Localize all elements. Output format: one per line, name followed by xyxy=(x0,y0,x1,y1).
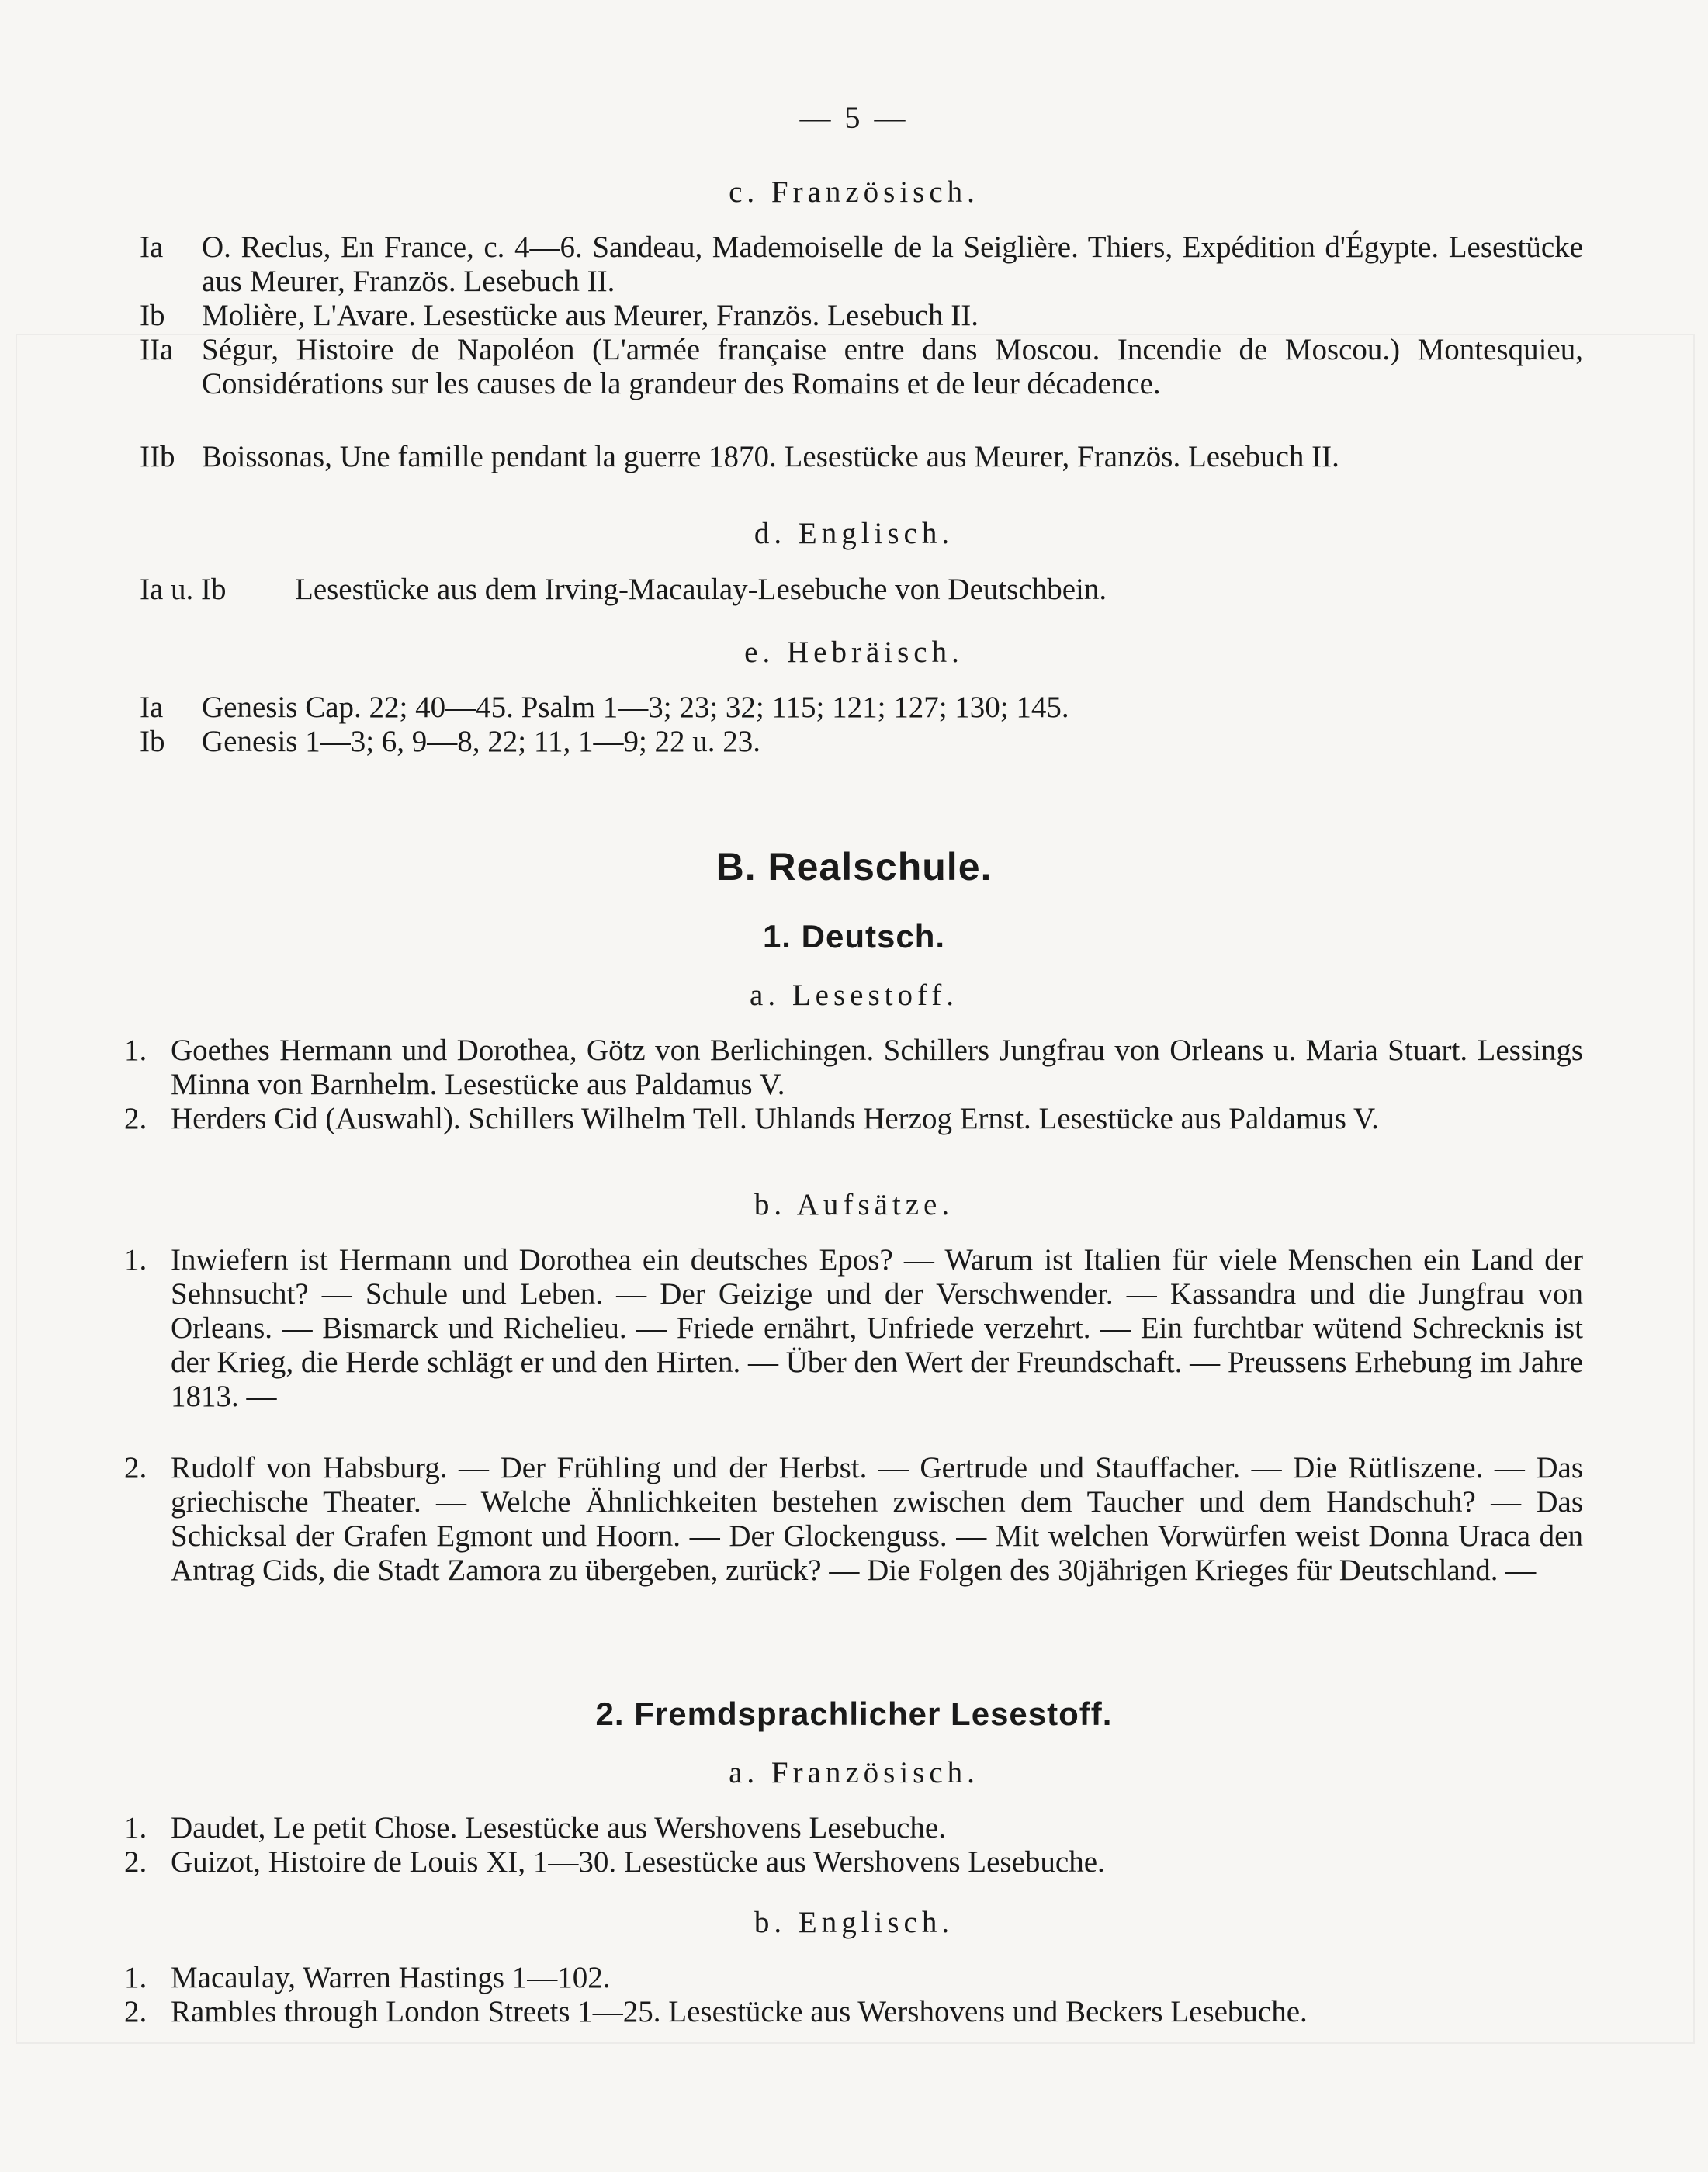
entry-text: Lesestücke aus dem Irving-Macaulay-Lesebuche von Deutschbein. xyxy=(295,573,1107,606)
entry-text: O. Reclus, En France, c. 4—6. Sandeau, Mademoiselle de la Seiglière. Thiers, Expédition d'Égypte. Lesestücke aus Meurer, Französ. Lesebuch II. xyxy=(202,230,1583,298)
entry-label: Ia xyxy=(140,230,164,264)
entry-label: 2. xyxy=(124,1451,147,1484)
entry-aufsaetze-1 xyxy=(124,1243,1583,1414)
entry-fr-iia xyxy=(140,333,1583,401)
entry-label: 1. xyxy=(124,1811,147,1845)
entry-label: Ib xyxy=(140,299,165,332)
entry-fr-iib xyxy=(140,440,1583,474)
entry-label: 1. xyxy=(124,1243,147,1277)
heading-franzoesisch-gym: c. Französisch. xyxy=(729,175,979,209)
heading-hebraeisch: e. Hebräisch. xyxy=(744,636,964,669)
heading-realschule: B. Realschule. xyxy=(715,845,993,889)
heading-englisch-real: b. Englisch. xyxy=(754,1906,954,1939)
entry-label: Ib xyxy=(140,725,165,758)
entry-en-ia-ib xyxy=(140,573,1583,607)
entry-text: Molière, L'Avare. Lesestücke aus Meurer, Französ. Lesebuch II. xyxy=(202,299,979,332)
entry-fr-ia xyxy=(140,230,1583,299)
entry-label: 2. xyxy=(124,1845,147,1879)
entry-text: Goethes Hermann und Dorothea, Götz von Berlichingen. Schillers Jungfrau von Orleans u. Maria Stuart. Lessings Minna von Barnhelm. Lesestücke aus Paldamus V. xyxy=(171,1034,1583,1101)
entry-label: IIb xyxy=(140,440,175,473)
heading-aufsaetze: b. Aufsätze. xyxy=(754,1188,954,1221)
entry-text: Rambles through London Streets 1—25. Lesestücke aus Wershovens und Beckers Lesebuche. xyxy=(171,1995,1308,2028)
entry-he-ia xyxy=(140,691,1583,725)
heading-lesestoff: a. Lesestoff. xyxy=(750,979,958,1012)
entry-text: Genesis 1—3; 6, 9—8, 22; 11, 1—9; 22 u. 23. xyxy=(202,725,761,758)
entry-text: Inwiefern ist Hermann und Dorothea ein deutsches Epos? — Warum ist Italien für viele Menschen ein Land der Sehnsucht? — Schule und Leben. — Der Geizige und der Verschwender. — Kassandra und die Jungfrau von Orleans. — Bismarck und Richelieu. — Friede ernährt, Unfriede verzehrt. — Ein furchtbar wütend Schrecknis ist der Krieg, die Herde schlägt er und den Hirten. — Über den Wert der Freundschaft. — Preussens Erhebung im Jahre 1813. — xyxy=(171,1243,1583,1413)
entry-label: Ia xyxy=(140,691,164,724)
entry-label: Ia u. Ib xyxy=(140,573,227,606)
entry-label: IIa xyxy=(140,333,174,366)
entry-label: 1. xyxy=(124,1961,147,1994)
entry-engl-1 xyxy=(124,1961,1583,1995)
entry-text: Guizot, Histoire de Louis XI, 1—30. Lesestücke aus Wershovens Lesebuche. xyxy=(171,1845,1105,1879)
entry-he-ib xyxy=(140,725,1583,759)
entry-label: 2. xyxy=(124,1102,147,1135)
entry-text: Daudet, Le petit Chose. Lesestücke aus Wershovens Lesebuche. xyxy=(171,1811,946,1845)
heading-englisch-gym: d. Englisch. xyxy=(754,517,954,550)
entry-text: Rudolf von Habsburg. — Der Frühling und der Herbst. — Gertrude und Stauffacher. — Die Rütliszene. — Das griechische Theater. — Welche Ähnlichkeiten bestehen zwischen dem Taucher und dem Handschuh? — Das Schicksal der Grafen Egmont und Hoorn. — Der Glockenguss. — Mit welchen Vorwürfen weist Donna Uraca den Antrag Cids, die Stadt Zamora zu übergeben, zurück? — Die Folgen des 30jährigen Krieges für Deutschland. — xyxy=(171,1451,1583,1587)
heading-fremdsprachlicher-lesestoff: 2. Fremdsprachlicher Lesestoff. xyxy=(595,1696,1113,1732)
entry-text: Herders Cid (Auswahl). Schillers Wilhelm Tell. Uhlands Herzog Ernst. Lesestücke aus Paldamus V. xyxy=(171,1102,1379,1135)
entry-lesestoff-2 xyxy=(124,1102,1583,1136)
entry-fr-ib xyxy=(140,299,1583,333)
entry-label: 1. xyxy=(124,1034,147,1067)
heading-franzoesisch-real: a. Französisch. xyxy=(729,1756,979,1789)
entry-engl-2 xyxy=(124,1995,1583,2029)
heading-deutsch: 1. Deutsch. xyxy=(762,918,946,954)
entry-label: 2. xyxy=(124,1995,147,2028)
entry-text: Ségur, Histoire de Napoléon (L'armée française entre dans Moscou. Incendie de Moscou.) Montesquieu, Considérations sur les causes de la grandeur des Romains et de leur décadence. xyxy=(202,333,1583,400)
entry-franz-1 xyxy=(124,1811,1583,1845)
entry-text: Macaulay, Warren Hastings 1—102. xyxy=(171,1961,611,1994)
entry-text: Genesis Cap. 22; 40—45. Psalm 1—3; 23; 32; 115; 121; 127; 130; 145. xyxy=(202,691,1069,724)
entry-text: Boissonas, Une famille pendant la guerre 1870. Lesestücke aus Meurer, Französ. Lesebuch II. xyxy=(202,440,1339,473)
entry-franz-2 xyxy=(124,1845,1583,1879)
entry-aufsaetze-2 xyxy=(124,1451,1583,1588)
page-number: — 5 — xyxy=(799,100,909,135)
entry-lesestoff-1 xyxy=(124,1034,1583,1102)
